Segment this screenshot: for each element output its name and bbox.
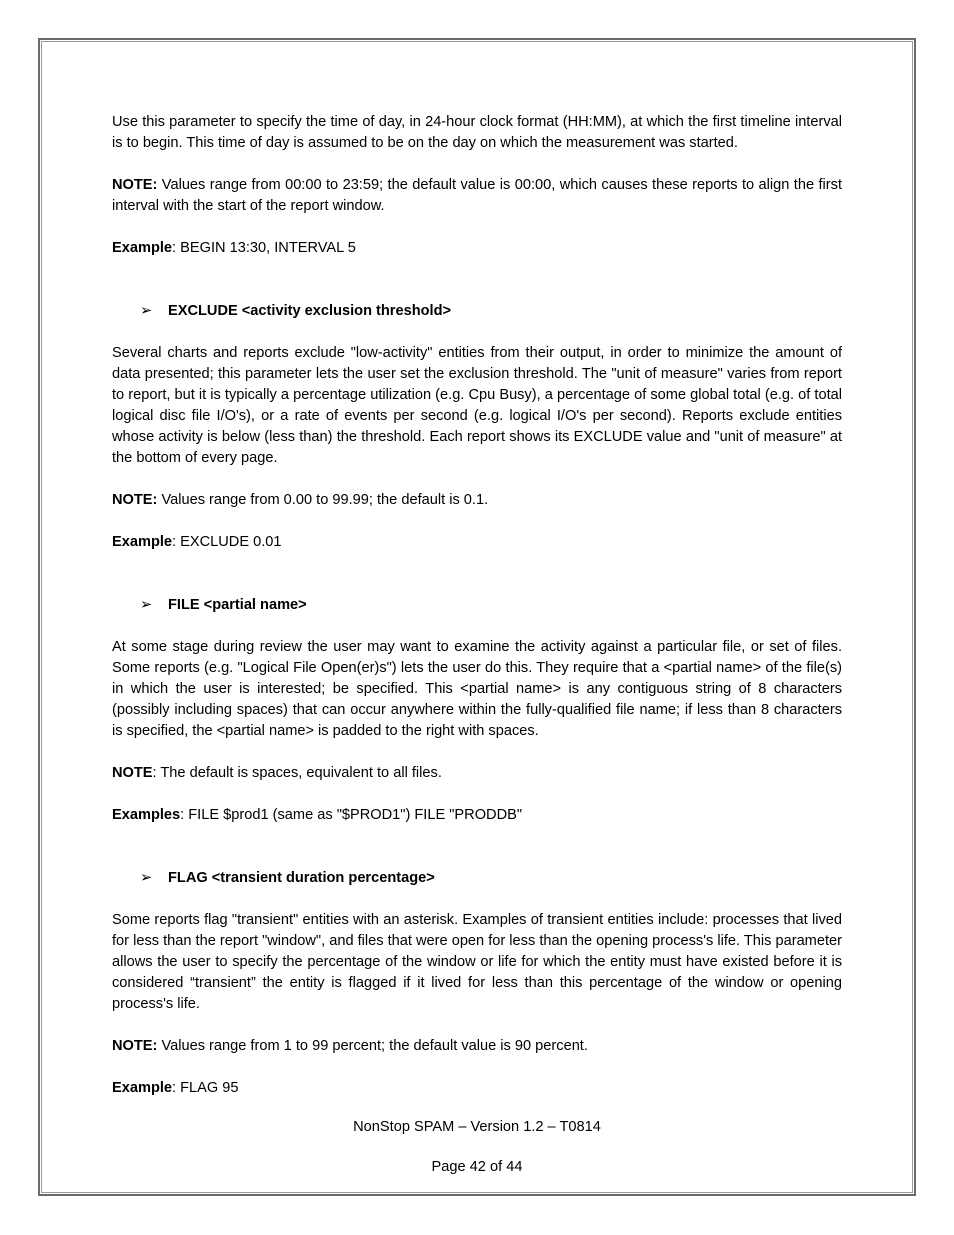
note-label: NOTE: [112, 1038, 158, 1054]
begin-note [112, 175, 842, 217]
flag-heading [112, 868, 842, 889]
begin-description: Use this parameter to specify the time of day, in 24-hour clock format (HH:MM), at which the first timeline interval is to begin. This time of day is assumed to be on the day on which the measurement was started. [112, 114, 842, 151]
example-label: Example [112, 1080, 173, 1096]
begin-example [112, 238, 842, 259]
example-text: : FLAG 95 [172, 1080, 239, 1096]
exclude-heading [112, 301, 842, 322]
note-text: Values range from 0.00 to 99.99; the default is 0.1. [157, 492, 489, 508]
note-text: Values range from 1 to 99 percent; the default value is 90 percent. [157, 1038, 588, 1054]
note-text: Values range from 00:00 to 23:59; the default value is 00:00, which causes these reports to align the first interval with the start of the report window. [112, 177, 842, 214]
exclude-example [112, 532, 842, 553]
footer-page-number: Page 42 of 44 [431, 1159, 523, 1175]
file-examples [112, 805, 842, 826]
example-label: Example [112, 534, 173, 550]
example-label: Examples [112, 807, 181, 823]
example-label: Example [112, 240, 173, 256]
note-label: NOTE: [112, 177, 158, 193]
note-text: : The default is spaces, equivalent to all files. [152, 765, 442, 781]
note-label: NOTE: [112, 492, 158, 508]
arrow-bullet-icon: ➢ [140, 870, 153, 886]
example-text: : EXCLUDE 0.01 [172, 534, 282, 550]
flag-note [112, 1036, 842, 1057]
file-heading-text: FILE <partial name> [168, 597, 307, 613]
file-note [112, 763, 842, 784]
exclude-heading-text: EXCLUDE <activity exclusion threshold> [168, 303, 452, 319]
flag-heading-text: FLAG <transient duration percentage> [168, 870, 435, 886]
arrow-bullet-icon: ➢ [140, 303, 153, 319]
footer-title: NonStop SPAM – Version 1.2 – T0814 [353, 1119, 601, 1135]
arrow-bullet-icon: ➢ [140, 597, 153, 613]
flag-description: Some reports flag "transient" entities with an asterisk. Examples of transient entities include: processes that lived for less than the report "window", and files that were open for less than the opening process's life. This parameter allows the user to specify the percentage of the window or life for which the entity must have existed before it is considered “transient” the entity is flagged if it lived for less than this percentage of the window or opening process's life. [112, 912, 842, 1012]
example-text: : FILE $prod1 (same as "$PROD1") FILE "PRODDB" [180, 807, 523, 823]
exclude-note [112, 490, 842, 511]
exclude-description: Several charts and reports exclude "low-activity" entities from their output, in order to minimize the amount of data presented; this parameter lets the user set the exclusion threshold. The "unit of measure" varies from report to report, but it is typically a percentage utilization (e.g. Cpu Busy), a percentage of some global total (e.g. of total logical disc file I/O's), or a rate of events per second (e.g. logical I/O's per second). Reports exclude entities whose activity is below (less than) the threshold. Each report shows its EXCLUDE value and "unit of measure" at the bottom of every page. [112, 345, 842, 466]
file-heading [112, 595, 842, 616]
file-description: At some stage during review the user may want to examine the activity against a particular file, or set of files. Some reports (e.g. "Logical File Open(er)s") lets the user do this. They require that a <partial name> of the file(s) in which the user is interested; be specified. This <partial name> is any contiguous string of 8 characters (possibly including spaces) that can occur anywhere within the fully-qualified file name; if less than 8 characters is specified, the <partial name> is padded to the right with spaces. [112, 639, 842, 739]
example-text: : BEGIN 13:30, INTERVAL 5 [172, 240, 356, 256]
flag-example [112, 1078, 842, 1099]
note-label: NOTE [112, 765, 153, 781]
page-content [112, 112, 842, 1099]
